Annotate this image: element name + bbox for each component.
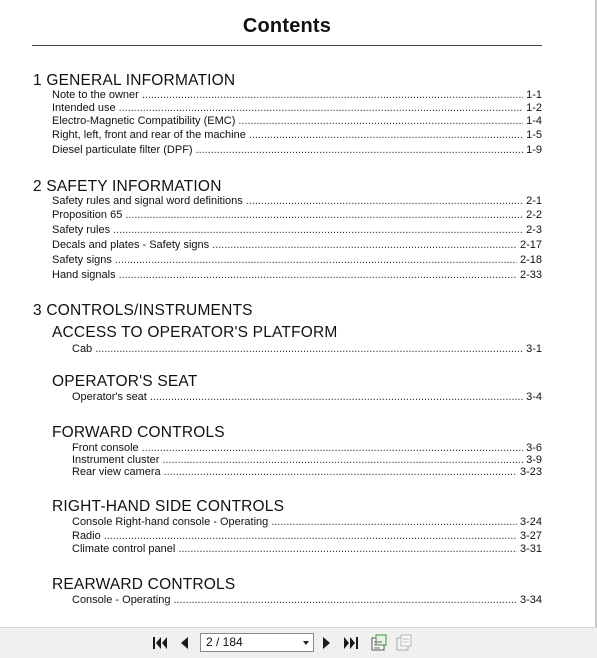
toc-entry-label: Safety signs xyxy=(52,254,112,266)
toc-entry-label: Console Right-hand console - Operating xyxy=(72,516,269,528)
first-page-button[interactable] xyxy=(150,633,170,653)
toc-entry[interactable] xyxy=(52,143,542,157)
toc-entry-label: Electro-Magnetic Compatibility (EMC) xyxy=(52,115,236,127)
leader-dots xyxy=(95,342,523,356)
leader-dots xyxy=(119,268,517,282)
toc-entry-page: 1-9 xyxy=(526,144,542,156)
toc-entry-page: 3-9 xyxy=(526,454,542,466)
leader-dots xyxy=(238,114,523,128)
toc-entry-page: 2-2 xyxy=(526,209,542,221)
toc-entry-label: Safety rules xyxy=(52,224,111,236)
title-divider xyxy=(32,45,542,46)
toc-entry[interactable] xyxy=(72,542,542,556)
toc-entry[interactable] xyxy=(52,268,542,282)
toc-entry-label: Operator's seat xyxy=(72,391,147,403)
chevron-down-icon xyxy=(303,641,309,645)
toc-entry-page: 3-31 xyxy=(519,543,542,555)
fit-page-button[interactable] xyxy=(369,633,389,653)
toc-entry-page: 1-5 xyxy=(526,129,542,141)
next-page-button[interactable] xyxy=(317,633,337,653)
subsection-heading: ACCESS TO OPERATOR'S PLATFORM xyxy=(52,324,338,341)
toc-entry-page: 3-34 xyxy=(519,594,542,606)
page-indicator: 2 / 184 xyxy=(206,635,243,649)
last-page-icon xyxy=(343,636,359,650)
toc-entry-label: Radio xyxy=(72,530,101,542)
toc-entry[interactable] xyxy=(52,194,542,208)
toc-entry[interactable] xyxy=(52,208,542,222)
toc-entry-page: 2-18 xyxy=(519,254,542,266)
leader-dots xyxy=(246,194,523,208)
toc-entry[interactable] xyxy=(72,342,542,356)
leader-dots xyxy=(125,208,523,222)
toc-entry-page: 3-23 xyxy=(519,466,542,478)
leader-dots xyxy=(164,465,517,479)
toc-entry-label: Hand signals xyxy=(52,269,116,281)
last-page-button[interactable] xyxy=(341,633,361,653)
toc-entry[interactable] xyxy=(52,253,542,267)
leader-dots xyxy=(113,223,523,237)
leader-dots xyxy=(104,529,517,543)
leader-dots xyxy=(249,128,523,142)
toc-entry-page: 2-17 xyxy=(519,239,542,251)
toc-entry-label: Proposition 65 xyxy=(52,209,123,221)
toc-entry-label: Rear view camera xyxy=(72,466,161,478)
toc-entry-label: Right, left, front and rear of the machine xyxy=(52,129,246,141)
fit-page-icon xyxy=(370,634,388,652)
leader-dots xyxy=(271,515,517,529)
toc-entry-label: Cab xyxy=(72,343,93,355)
toc-entry[interactable] xyxy=(52,114,542,128)
toc-entry[interactable] xyxy=(72,390,542,404)
toc-entry[interactable] xyxy=(52,238,542,252)
page-number-select[interactable] xyxy=(200,633,314,652)
toc-entry-label: Diesel particulate filter (DPF) xyxy=(52,144,193,156)
toc-entry-page: 3-24 xyxy=(519,516,542,528)
toc-entry[interactable] xyxy=(72,465,542,479)
leader-dots xyxy=(142,88,523,102)
subsection-heading: FORWARD CONTROLS xyxy=(52,424,225,441)
previous-page-button[interactable] xyxy=(174,633,194,653)
toc-entry-label: Note to the owner xyxy=(52,89,139,101)
toc-entry-page: 3-4 xyxy=(526,391,542,403)
next-page-icon xyxy=(321,636,333,650)
toc-entry-page: 1-1 xyxy=(526,89,542,101)
previous-page-icon xyxy=(178,636,190,650)
leader-dots xyxy=(173,593,517,607)
section-heading: 1 GENERAL INFORMATION xyxy=(33,72,236,89)
toc-entry-page: 2-33 xyxy=(519,269,542,281)
leader-dots xyxy=(115,253,517,267)
toc-entry[interactable] xyxy=(52,128,542,142)
continuous-view-icon xyxy=(395,634,413,652)
leader-dots xyxy=(119,101,523,115)
section-heading: 2 SAFETY INFORMATION xyxy=(33,178,222,195)
leader-dots xyxy=(150,390,523,404)
toc-entry-page: 3-1 xyxy=(526,343,542,355)
toc-entry-label: Intended use xyxy=(52,102,116,114)
leader-dots xyxy=(196,143,524,157)
page-title: Contents xyxy=(242,15,332,37)
toc-entry-page: 1-2 xyxy=(526,102,542,114)
toc-entry[interactable] xyxy=(52,88,542,102)
toc-entry-page: 2-1 xyxy=(526,195,542,207)
toc-entry-label: Climate control panel xyxy=(72,543,176,555)
toc-entry-label: Safety rules and signal word definitions xyxy=(52,195,243,207)
subsection-heading: RIGHT-HAND SIDE CONTROLS xyxy=(52,498,285,515)
viewer-toolbar xyxy=(0,627,597,658)
section-heading: 3 CONTROLS/INSTRUMENTS xyxy=(33,302,253,319)
toc-entry[interactable] xyxy=(72,529,542,543)
toc-entry-label: Instrument cluster xyxy=(72,454,160,466)
continuous-view-button[interactable] xyxy=(394,633,414,653)
toc-entry-label: Decals and plates - Safety signs xyxy=(52,239,210,251)
toc-entry-page: 3-6 xyxy=(526,442,542,454)
toc-entry-label: Console - Operating xyxy=(72,594,171,606)
toc-entry-page: 3-27 xyxy=(519,530,542,542)
toc-entry-page: 2-3 xyxy=(526,224,542,236)
toc-entry[interactable] xyxy=(52,101,542,115)
first-page-icon xyxy=(152,636,168,650)
subsection-heading: REARWARD CONTROLS xyxy=(52,576,236,593)
leader-dots xyxy=(212,238,517,252)
toc-entry[interactable] xyxy=(72,515,542,529)
subsection-heading: OPERATOR'S SEAT xyxy=(52,373,198,390)
toc-entry[interactable] xyxy=(72,593,542,607)
toc-entry[interactable] xyxy=(52,223,542,237)
toc-entry-page: 1-4 xyxy=(526,115,542,127)
toc-entry-label: Front console xyxy=(72,442,139,454)
leader-dots xyxy=(178,542,517,556)
